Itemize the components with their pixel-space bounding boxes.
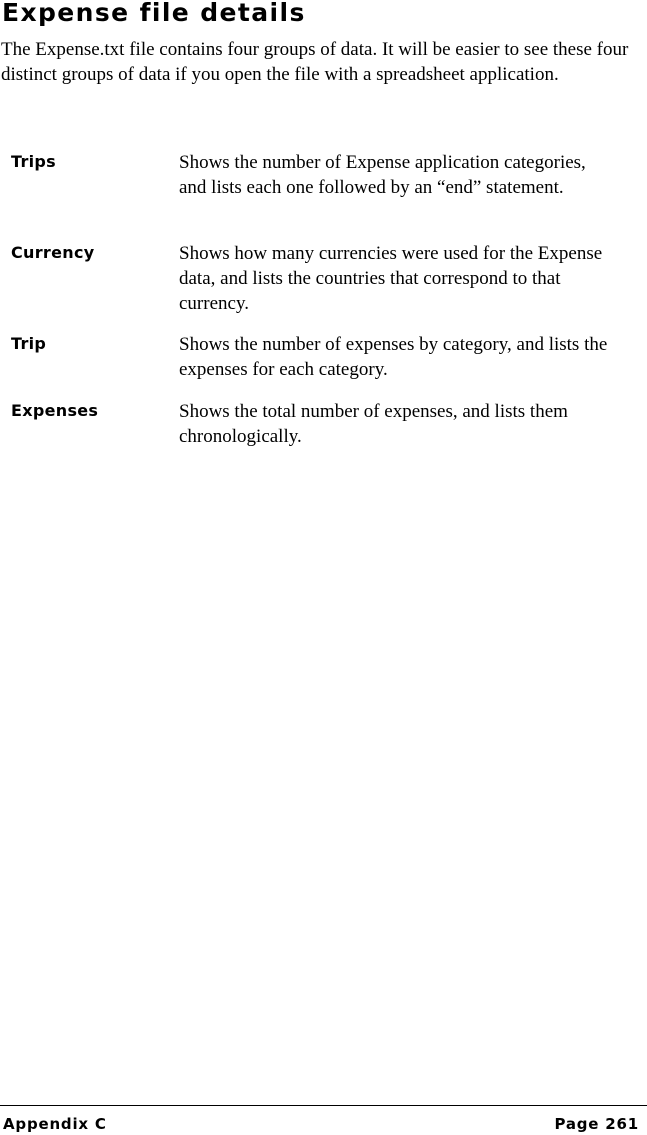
term-expenses: Expenses — [11, 401, 99, 420]
footer-divider — [0, 1105, 647, 1106]
description-trips: Shows the number of Expense application categories, and lists each one followed by an “end” statement. — [179, 152, 586, 198]
term-currency: Currency — [11, 243, 95, 262]
description-currency: Shows how many currencies were used for the Expense data, and lists the countries that correspond to that currency. — [179, 243, 603, 314]
description-expenses: Shows the total number of expenses, and lists them chronologically. — [179, 401, 568, 447]
footer-page-number: Page 261 — [554, 1115, 639, 1133]
page-title: Expense file details — [2, 0, 306, 27]
description-trip: Shows the number of expenses by category, and lists the expenses for each category. — [179, 334, 608, 380]
definition-list — [0, 0, 647, 460]
footer-section-label: Appendix C — [3, 1115, 107, 1133]
term-trip: Trip — [11, 334, 47, 353]
intro-paragraph: The Expense.txt file contains four groups of data. It will be easier to see these four distinct groups of data if you open the file with a spreadsheet application. — [1, 39, 629, 85]
term-trips: Trips — [11, 152, 57, 171]
